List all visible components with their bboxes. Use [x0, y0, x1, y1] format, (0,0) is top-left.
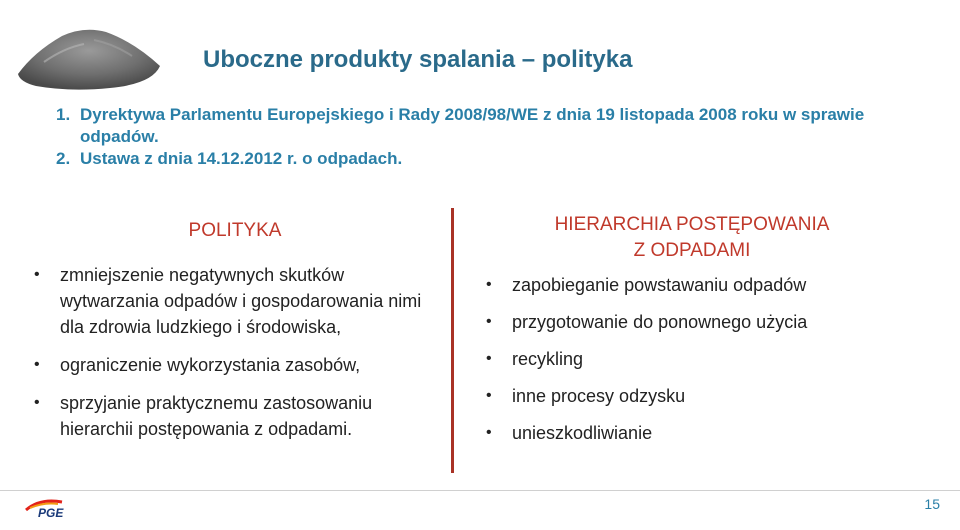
hierarchy-heading-line1: HIERARCHIA POSTĘPOWANIA	[554, 214, 830, 235]
list-item	[482, 420, 902, 446]
list-item-text: inne procesy odzysku	[512, 386, 686, 406]
reference-text: Dyrektywa Parlamentu Europejskiego i Rady 2008/98/WE z dnia 19 listopada 2008 roku w sprawie odpadów.	[80, 105, 865, 146]
list-item	[482, 272, 902, 298]
hierarchy-column	[482, 212, 902, 457]
list-item-text: przygotowanie do ponownego użycia	[512, 312, 808, 332]
list-item	[30, 352, 440, 378]
bullet-icon: •	[34, 394, 40, 411]
bullet-icon: •	[486, 276, 492, 293]
list-item-text: zapobieganie powstawaniu odpadów	[512, 275, 807, 295]
list-item	[482, 346, 902, 372]
bullet-icon: •	[486, 387, 492, 404]
hierarchy-heading-line2: Z ODPADAMI	[633, 240, 751, 261]
hierarchy-heading	[482, 212, 902, 264]
reference-text: Ustawa z dnia 14.12.2012 r. o odpadach.	[80, 149, 403, 168]
list-item-text: sprzyjanie praktycznemu zastosowaniu hierarchii postępowania z odpadami.	[60, 393, 373, 439]
footer-divider	[0, 490, 960, 491]
bullet-icon: •	[34, 356, 40, 373]
list-item-text: ograniczenie wykorzystania zasobów,	[60, 355, 361, 375]
policy-list	[30, 262, 440, 442]
list-item-text: unieszkodliwianie	[512, 423, 653, 443]
list-item	[30, 262, 440, 340]
reference-item	[56, 104, 886, 148]
list-item-text: zmniejszenie negatywnych skutków wytwarzania odpadów i gospodarowania nimi dla zdrowia ludzkiego i środowiska,	[60, 265, 422, 337]
reference-number: 1.	[56, 105, 71, 124]
bullet-icon: •	[486, 424, 492, 441]
policy-heading: POLITYKA	[188, 220, 282, 241]
list-item	[482, 383, 902, 409]
reference-list	[56, 104, 886, 170]
reference-number: 2.	[56, 149, 71, 168]
page-number: 15	[924, 496, 940, 512]
slide-title: Uboczne produkty spalania – polityka	[203, 46, 633, 73]
bullet-icon: •	[486, 350, 492, 367]
policy-column	[30, 218, 440, 454]
bullet-icon: •	[34, 266, 40, 283]
list-item-text: recykling	[512, 349, 584, 369]
ash-pile-image	[14, 22, 164, 92]
reference-item	[56, 148, 886, 170]
bullet-icon: •	[486, 313, 492, 330]
list-item	[30, 390, 440, 442]
hierarchy-list	[482, 272, 902, 446]
logo-text: PGE	[38, 506, 64, 520]
list-item	[482, 309, 902, 335]
column-divider	[451, 208, 454, 473]
